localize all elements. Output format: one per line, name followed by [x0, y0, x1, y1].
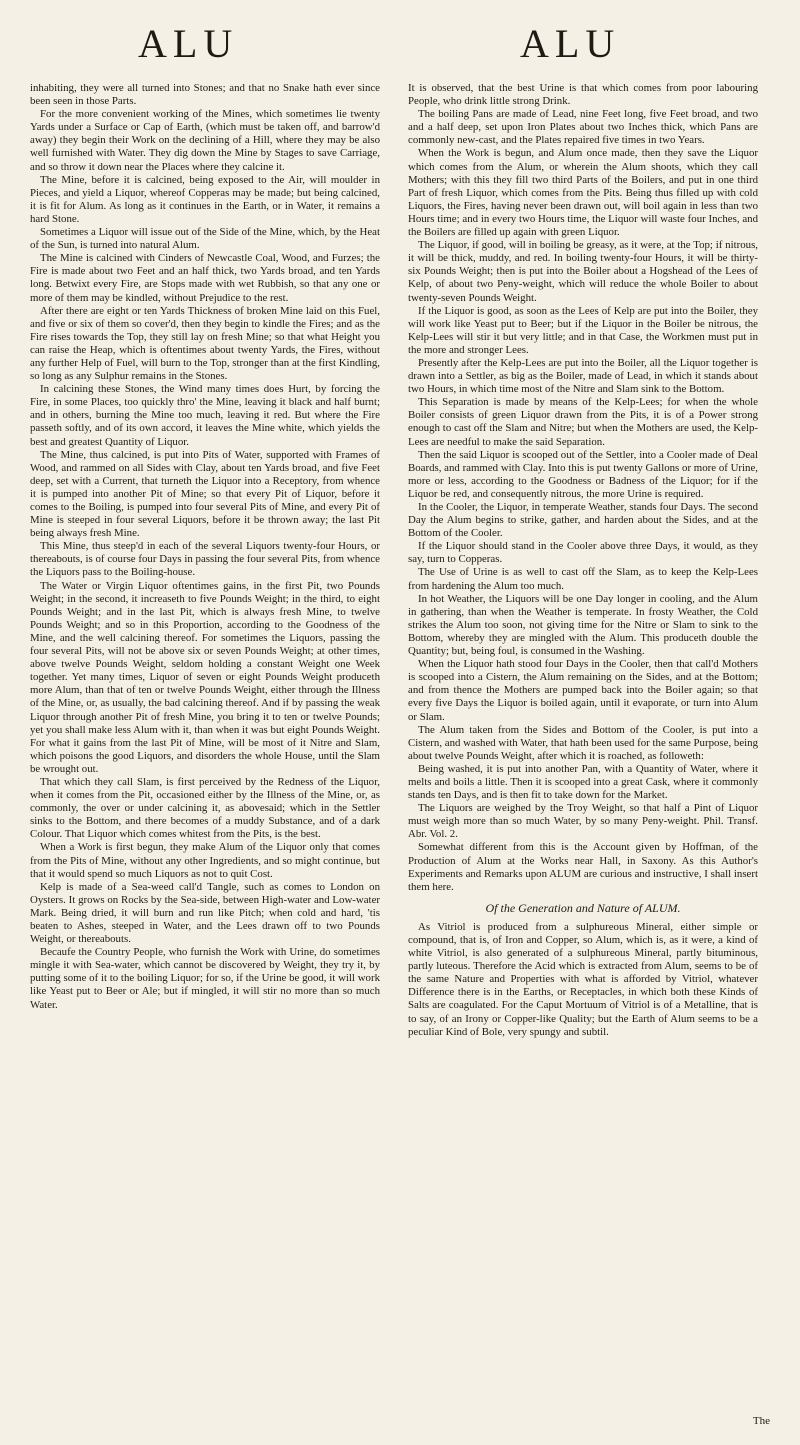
running-header [0, 20, 800, 90]
paragraph: If the Liquor is good, as soon as the Lees of Kelp are put into the Boiler, they will work like Yeast put to Beer; but if the Liquor in the Boiler be nitrous, the Kelp-Lees will stir it but very little; and in that Case, the Workmen must put in the more and stronger Lees. [408, 304, 758, 356]
paragraph: After there are eight or ten Yards Thickness of broken Mine laid on this Fuel, and five or six of them so cover'd, then they begin to kindle the Fires; and as the Fire rises towards the Top, they still lay on fresh Mine; so that what Height you can raise the Heap, which is oftentimes about twenty Yards, the Fires, without any further Help of Fuel, will burn to the Top, stronger than at the first Kindling, so long as any Sulphur remains in the Stones. [30, 304, 380, 383]
paragraph: In calcining these Stones, the Wind many times does Hurt, by forcing the Fire, in some Places, too quickly thro' the Mine, leaving it black and half burnt; and in others, burning the Mine too much, leaving it red. But where the Fire passeth softly, and of its own accord, it leaves the Mine white, which yields the best and greatest Quantity of Liquor. [30, 383, 380, 448]
paragraph: When a Work is first begun, they make Alum of the Liquor only that comes from the Pits of Mine, without any other Ingredients, and so might continue, but that it would spend so much Liquors as not to quit Cost. [30, 841, 380, 880]
paragraph: This Separation is made by means of the Kelp-Lees; for when the whole Boiler consists of green Liquor drawn from the Pits, it is of a Power strong enough to cast off the Slam and Nitre; but when the Mothers are used, the Kelp-Lees are needful to make the said Separation. [408, 396, 758, 448]
paragraph: The boiling Pans are made of Lead, nine Feet long, five Feet broad, and two and a half deep, set upon Iron Plates about two Inches thick, which Pans are commonly new-cast, and the Plates repaired five times in two Years. [408, 108, 758, 147]
paragraph: Sometimes a Liquor will issue out of the Side of the Mine, which, by the Heat of the Sun, is turned into natural Alum. [30, 226, 380, 252]
paragraph: When the Liquor hath stood four Days in the Cooler, then that call'd Mothers is scooped into a Cistern, the Alum remaining on the Sides, and at the Bottom; and from thence the Mothers are pumped back into the Boiler again; so that every five Days the Liquor is boiled again, until it evaporate, or turn into Alum or Slam. [408, 658, 758, 723]
paragraph: The Alum taken from the Sides and Bottom of the Cooler, is put into a Cistern, and washed with Water, that hath been used for the same Purpose, being about twelve Pounds Weight, after which it is roached, as followeth: [408, 723, 758, 762]
paragraph: Then the said Liquor is scooped out of the Settler, into a Cooler made of Deal Boards, and rammed with Clay. Into this is put twenty Gallons or more of Urine, more or less, according to the Goodness or Badness of the Liquor; for if the Liquor be red, and consequently nitrous, the more Urine is required. [408, 448, 758, 500]
paragraph: This Mine, thus steep'd in each of the several Liquors twenty-four Hours, or thereabouts, is of course four Days in passing the four several Pits, from whence the Liquors pass to the Boiling-house. [30, 540, 380, 579]
paragraph: In the Cooler, the Liquor, in temperate Weather, stands four Days. The second Day the Alum begins to strike, gather, and harden about the Sides, and at the Bottom of the Cooler. [408, 501, 758, 540]
paragraph: When the Work is begun, and Alum once made, then they save the Liquor which comes from the Alum, or wherein the Alum shoots, which they call Mothers; with this they fill two third Parts of the Boilers, and put in one third Part of fresh Liquor, which comes from the Pits. Being thus filled up with cold Liquors, the Fires, having never been drawn out, will boil again in less than two Hours time; and in every two Hours time, the Liquor will waste four Inches, and the Boilers are filled up again with green Liquor. [408, 147, 758, 239]
paragraph: As Vitriol is produced from a sulphureous Mineral, either simple or compound, that is, of Iron and Copper, so Alum, which is, as it were, a kind of white Vitriol, is also generated of a sulphureous Mineral, partly bituminous, partly luteous. Therefore the Acid which is extracted from Alum, seems to be of the same Nature and Properties with what is afforded by Vitriol, whatever Difference there is in the Earths, or Receptacles, in which both these Kinds of Salts are coagulated. For the Caput Mortuum of Vitriol is of a Metalline, that is to say, of an Irony or Copper-like Quality; but the Earth of Alum seems to be a peculiar Kind of Bole, very spungy and subtil. [408, 920, 758, 1038]
paragraph: That which they call Slam, is first perceived by the Redness of the Liquor, when it comes from the Pit, occasioned either by the Illness of the Mine, or, as commonly, the over or under calcining it, as abovesaid; which in the Settler sinks to the Bottom, and there becomes of a muddy Substance, and of a dark Colour. That Liquor which comes whitest from the Pits, is the best. [30, 775, 380, 841]
paragraph: If the Liquor should stand in the Cooler above three Days, it would, as they say, turn to Copperas. [408, 540, 758, 566]
right-column [408, 82, 758, 1039]
paragraph: For the more convenient working of the Mines, which sometimes lie twenty Yards under a Surface or Cap of Earth, (which must be taken off, and barrow'd away) they begin their Work on the declining of a Hill, where they may be also well furnished with Water. They dig down the Mine by Stages to save Carriage, and so throw it down near the Places where they calcine it. [30, 108, 380, 173]
paragraph: The Liquors are weighed by the Troy Weight, so that half a Pint of Liquor must weigh more than so much Water, by so many Peny-weight. Phil. Transf. Abr. Vol. 2. [408, 802, 758, 841]
section-title: Of the Generation and Nature of ALUM. [485, 900, 681, 915]
paragraph: It is observed, that the best Urine is that which comes from poor labouring People, who drink little strong Drink. [408, 82, 758, 108]
paragraph: Presently after the Kelp-Lees are put into the Boiler, all the Liquor together is drawn into a Settler, as big as the Boiler, made of Lead, in which it stands about two Hours, in which time most of the Nitre and Slam sink to the Bottom. [408, 356, 758, 396]
header-left: ALU [138, 21, 239, 66]
paragraph: The Mine, thus calcined, is put into Pits of Water, supported with Frames of Wood, and rammed on all Sides with Clay, about ten Yards broad, and five Feet deep, set with a Current, that turneth the Liquor into a Receptory, from whence it is pumped into another Pit of Mine; so that every Pit of Liquor, before it comes to the Boiling, is pumped into four several Pits of Mine, and every Pit of Mine is steeped in four several Liquors, before it be thrown away; the last Pit being always fresh Mine. [30, 448, 380, 540]
catchword: The [752, 1415, 770, 1427]
paragraph: Being washed, it is put into another Pan, with a Quantity of Water, where it melts and boils a little. Then it is scooped into a great Cask, where it commonly stands ten Days, and is then fit to take down for the Market. [408, 762, 758, 802]
paragraph: The Mine, before it is calcined, being exposed to the Air, will moulder in Pieces, and yield a Liquor, whereof Copperas may be made; but being calcined, it is fit for Alum. As long as it continues in the Earth, or in Water, it remains a hard Stone. [30, 173, 380, 225]
paragraph: Kelp is made of a Sea-weed call'd Tangle, such as comes to London on Oysters. It grows on Rocks by the Sea-side, between High-water and Low-water Mark. Being dried, it will burn and run like Pitch; when cold and hard, 'tis beaten to Ashes, steeped in Water, and the Lees drawn off to two Pounds Weight, or thereabouts. [30, 880, 380, 946]
paragraph: The Liquor, if good, will in boiling be greasy, as it were, at the Top; if nitrous, it will be thick, muddy, and red. In boiling twenty-four Hours, it will be thirty-six Pounds Weight; then is put into the Boiler about a Hogshead of the Lees of Kelp, of about two Peny-weight, which will reduce the whole Boiler to about twenty-seven Pounds Weight. [408, 239, 758, 304]
paragraph: Becaufe the Country People, who furnish the Work with Urine, do sometimes mingle it with Sea-water, which cannot be discovered by Weight, they try it, by putting some of it to the boiling Liquor; for so, if the Urine be good, it will work like Yeast put to Beer or Ale; but if mingled, it will stir no more than so much Water. [30, 946, 380, 1011]
header-right: ALU [520, 21, 621, 66]
paragraph: The Mine is calcined with Cinders of Newcastle Coal, Wood, and Furzes; the Fire is made about two Feet and an half thick, two Yards broad, and ten Yards long. Betwixt every Fire, are Stops made with wet Rubbish, so that any one or more of them may be kindled, without Prejudice to the rest. [30, 252, 380, 304]
paragraph: In hot Weather, the Liquors will be one Day longer in cooling, and the Alum in gathering, than when the Weather is temperate. In frosty Weather, the Cold strikes the Alum too soon, not giving time for the Nitre or Slam to sink to the Bottom, whereby they are mingled with the Alum. This produceth double the Quantity; but, being foul, is consumed in the Washing. [408, 592, 758, 658]
paragraph: inhabiting, they were all turned into Stones; and that no Snake hath ever since been seen in those Parts. [30, 82, 380, 108]
left-column [30, 82, 380, 1012]
paragraph: Somewhat different from this is the Account given by Hoffman, of the Production of Alum at the Works near Hall, in Saxony. As this Author's Experiments and Remarks upon ALUM are curious and instructive, I shall insert them here. [408, 841, 758, 893]
paragraph: The Use of Urine is as well to cast off the Slam, as to keep the Kelp-Lees from hardening the Alum too much. [408, 566, 758, 592]
paragraph: The Water or Virgin Liquor oftentimes gains, in the first Pit, two Pounds Weight; in the second, it increaseth to five Pounds Weight; in the third, to eight Pounds Weight; and in the last Pit, which is always fresh Mine, to twelve Pounds Weight; and so in this Proportion, according to the Goodness of the Mine, and the well calcining thereof. For sometimes the Liquors, passing the four several Pits, will not be above six or seven Pounds Weight; at other times, above twelve Pounds Weight, seldom holding a constant Weight one Week together. Yet many times, Liquor of seven or eight Pounds Weight produceth more Alum, than that of ten or twelve Pounds Weight, either through the Illness of the Mine, or, as usually, the bad calcining thereof. And if by passing the weak Liquor through another Pit of fresh Mine, you bring it to ten or twelve Pounds; yet you shall make less Alum with it, than when it was but eight Pounds Weight. For what it gains from the last Pit of Mine, will be most of it Nitre and Slam, which poisons the good Liquors, and disorders the whole House, until the Slam be wrought out. [30, 579, 380, 775]
